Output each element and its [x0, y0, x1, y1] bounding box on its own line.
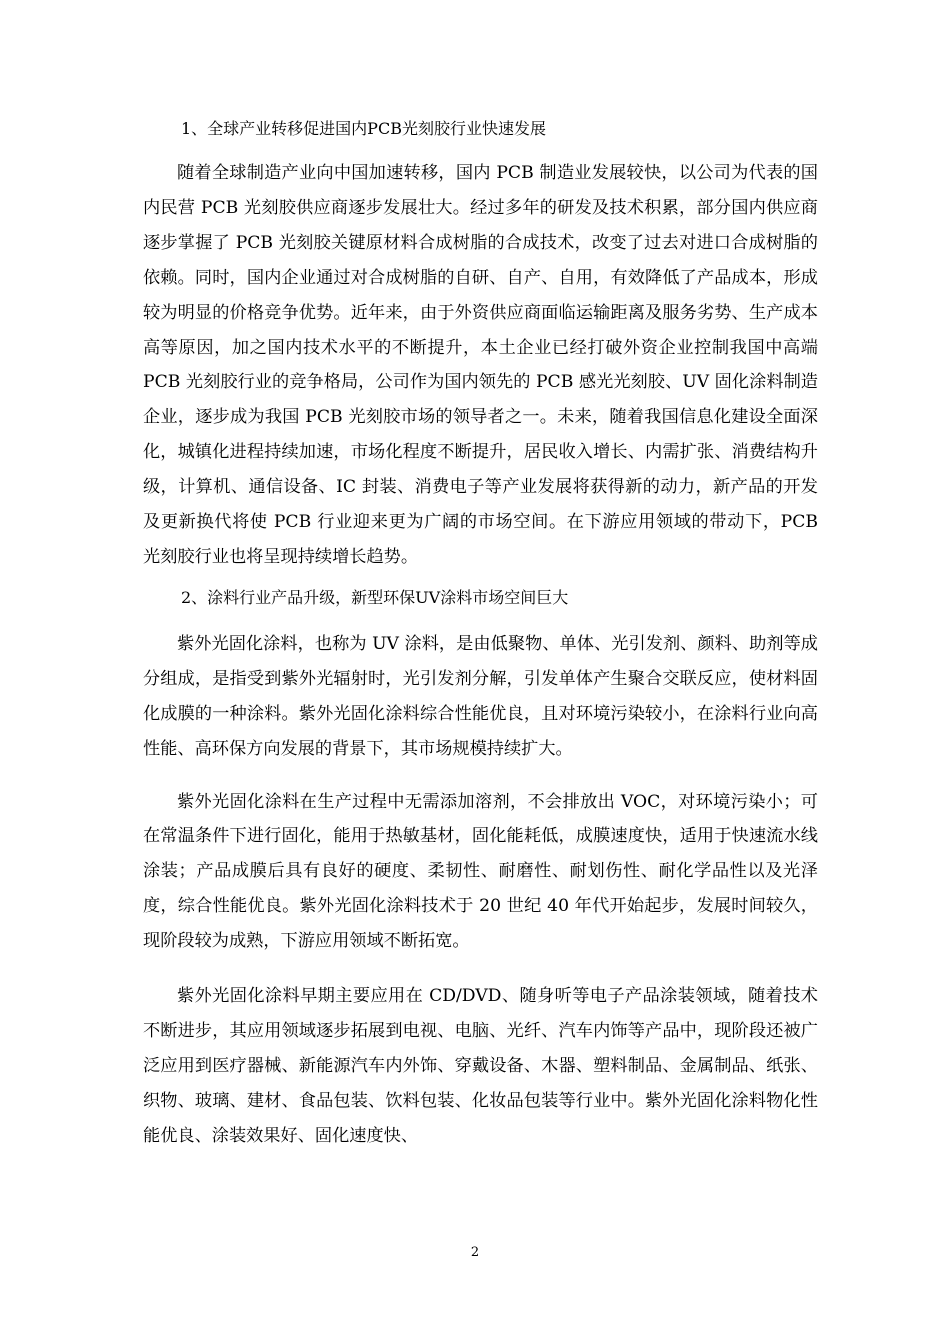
paragraph-pcb-photoresist: 随着全球制造产业向中国加速转移，国内 PCB 制造业发展较快，以公司为代表的国内民营 PCB 光刻胶供应商逐步发展壮大。经过多年的研发及技术积累，部分国内供应商逐步掌握了 PCB 光刻胶关键原材料合成树脂的合成技术，改变了过去对进口合成树脂的依赖。同时，国内企业通过对合成树脂的自研、自产、自用，有效降低了产品成本，形成较为明显的价格竞争优势。近年来，由于外资供应商面临运输距离及服务劣势、生产成本高等原因，加之国内技术水平的不断提升，本土企业已经打破外资企业控制我国中高端 PCB 光刻胶行业的竞争格局，公司作为国内领先的 PCB 感光光刻胶、UV 固化涂料制造企业，逐步成为我国 PCB 光刻胶市场的领导者之一。未来，随着我国信息化建设全面深化，城镇化进程持续加速，市场化程度不断提升，居民收入增长、内需扩张、消费结构升级，计算机、通信设备、IC 封装、消费电子等产业发展将获得新的动力，新产品的开发及更新换代将使 PCB 行业迎来更为广阔的市场空间。在下游应用领域的带动下，PCB 光刻胶行业也将呈现持续增长趋势。: [143, 163, 818, 567]
paragraph-uv-coating-advantages: 紫外光固化涂料在生产过程中无需添加溶剂，不会排放出 VOC，对环境污染小；可在常温条件下进行固化，能用于热敏基材，固化能耗低，成膜速度快，适用于快速流水线涂装；产品成膜后具有良好的硬度、柔韧性、耐磨性、耐划伤性、耐化学品性以及光泽度，综合性能优良。紫外光固化涂料技术于 20 世纪 40 年代开始起步，发展时间较久，现阶段较为成熟，下游应用领域不断拓宽。: [143, 791, 818, 952]
section-heading-1: 1、全球产业转移促进国内PCB光刻胶行业快速发展: [181, 119, 546, 138]
document-body: [143, 112, 818, 1154]
section-heading-2: 2、涂料行业产品升级，新型环保UV涂料市场空间巨大: [181, 587, 569, 607]
page-number: 2: [470, 1245, 480, 1260]
paragraph-uv-coating-definition: 紫外光固化涂料，也称为 UV 涂料，是由低聚物、单体、光引发剂、颜料、助剂等成分组成，是指受到紫外光辐射时，光引发剂分解，引发单体产生聚合交联反应，使材料固化成膜的一种涂料。紫外光固化涂料综合性能优良，且对环境污染较小，在涂料行业向高性能、高环保方向发展的背景下，其市场规模持续扩大。: [143, 633, 818, 759]
paragraph-uv-coating-applications: 紫外光固化涂料早期主要应用在 CD/DVD、随身听等电子产品涂装领域，随着技术不断进步，其应用领域逐步拓展到电视、电脑、光纤、汽车内饰等产品中，现阶段还被广泛应用到医疗器械、新能源汽车内外饰、穿戴设备、木器、塑料制品、金属制品、纸张、织物、玻璃、建材、食品包装、饮料包装、化妆品包装等行业中。紫外光固化涂料物化性能优良、涂装效果好、固化速度快、: [143, 986, 818, 1146]
